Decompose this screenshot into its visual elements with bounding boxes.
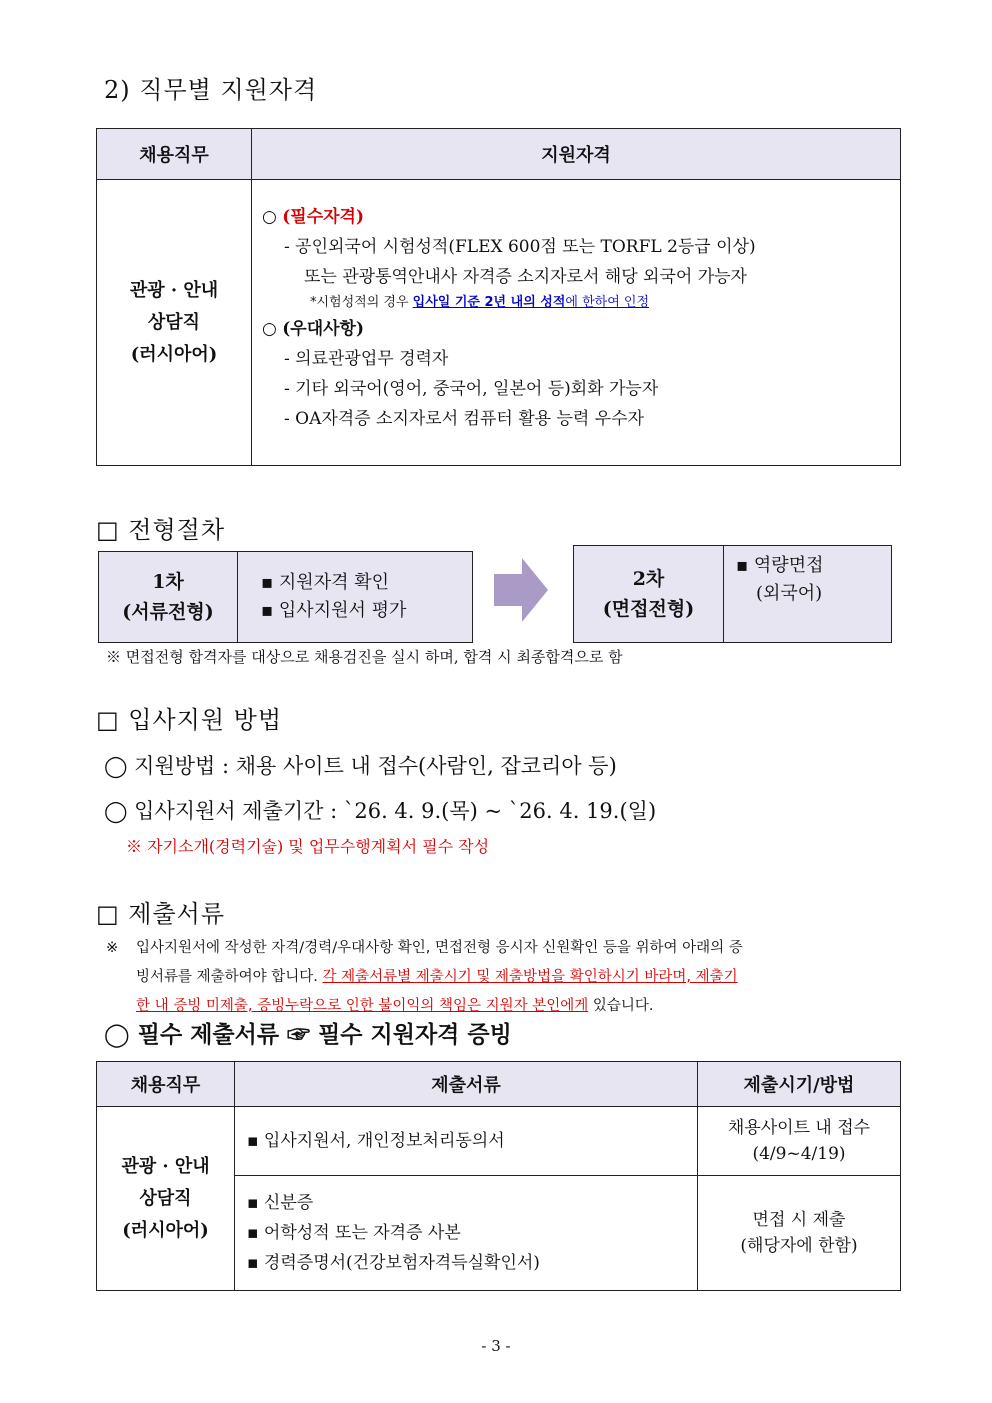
stage2-label — [574, 546, 724, 642]
document-item: ▪ 경력증명서(건강보험자격득실확인서) — [247, 1253, 540, 1273]
job-line: 관광 · 안내 — [129, 279, 219, 301]
timing-cell — [698, 1107, 901, 1176]
stage2-items — [736, 552, 823, 608]
job-cell — [97, 180, 252, 466]
note-text: 입사지원서에 작성한 자격/경력/우대사항 확인, 면접전형 응시자 신원확인 등을 위하여 아래의 증 — [136, 940, 743, 956]
table-header-job: 채용직무 — [97, 1062, 235, 1107]
stage2-item: (외국어) — [756, 583, 823, 604]
preferred-heading — [262, 314, 900, 344]
score-note — [262, 292, 900, 314]
job-line: 상담직 — [139, 1187, 192, 1209]
arrow-right-icon — [494, 558, 548, 622]
table-header-job: 채용직무 — [97, 129, 252, 180]
section-title-process: □ 전형절차 — [96, 516, 226, 544]
circle-marker: ○ — [262, 319, 277, 339]
required-label: (필수자격) — [282, 207, 365, 227]
job-line: (러시아어) — [130, 343, 218, 365]
process-note: ※ 면접전형 합격자를 대상으로 채용검진을 실시 하며, 합격 시 최종합격으로 함 — [106, 648, 623, 666]
page-number: - 3 - — [481, 1337, 511, 1355]
circle-marker: ○ — [262, 207, 277, 227]
qualification-cell — [252, 180, 901, 466]
required-line: - 공인외국어 시험성적(FLEX 600점 또는 TORFL 2등급 이상) — [284, 237, 756, 257]
job-line: 상담직 — [147, 311, 201, 333]
document-item: ▪ 입사지원서, 개인정보처리동의서 — [247, 1131, 505, 1151]
stage2-name: 2차 — [632, 568, 665, 590]
note-prefix: *시험성적의 경우 — [310, 295, 413, 310]
stage1-item: ▪ 입사지원서 평가 — [261, 600, 407, 621]
table-header-timing: 제출시기/방법 — [698, 1062, 901, 1107]
required-documents-subtitle: ◯ 필수 제출서류 ☞ 필수 지원자격 증빙 — [104, 1021, 512, 1048]
preferred-item: - OA자격증 소지자로서 컴퓨터 활용 능력 우수자 — [284, 409, 644, 429]
timing-line: (4/9~4/19) — [752, 1144, 846, 1164]
document-cell — [235, 1107, 698, 1176]
stage2-box — [573, 545, 892, 643]
note-line — [106, 934, 906, 963]
section-title-apply: □ 입사지원 방법 — [96, 706, 283, 734]
table-header-qualification: 지원자격 — [252, 129, 901, 180]
note-line — [106, 963, 906, 992]
stage1-items — [261, 552, 406, 642]
apply-note: ※ 자기소개(경력기술) 및 업무수행계획서 필수 작성 — [126, 837, 490, 856]
stage1-box — [98, 551, 473, 643]
note-suffix: 에 한하여 인정 — [565, 295, 650, 310]
preferred-label: (우대사항) — [282, 319, 365, 339]
timing-cell — [698, 1176, 901, 1291]
stage1-type: (서류전형) — [122, 601, 214, 623]
note-mark: ※ — [106, 940, 119, 956]
stage1-label — [99, 552, 238, 642]
document-cell — [235, 1176, 698, 1291]
preferred-item: - 기타 외국어(영어, 중국어, 일본어 등)회화 가능자 — [284, 379, 659, 399]
document-item: ▪ 어학성적 또는 자격증 사본 — [247, 1223, 461, 1243]
job-qualification-table — [96, 128, 901, 466]
job-cell — [97, 1107, 235, 1291]
timing-line: (해당자에 한함) — [740, 1236, 858, 1256]
stage2-type: (면접전형) — [602, 598, 695, 620]
preferred-item: - 의료관광업무 경력자 — [284, 349, 449, 369]
table-header-documents: 제출서류 — [235, 1062, 698, 1107]
note-emphasis: 입사일 기준 2년 내의 성적 — [412, 295, 566, 310]
required-heading — [262, 202, 900, 232]
stage1-item: ▪ 지원자격 확인 — [261, 572, 389, 593]
timing-line: 채용사이트 내 접수 — [727, 1118, 871, 1138]
note-warning: 한 내 증빙 미제출, 증빙누락으로 인한 불이익의 책임은 지원자 본인에게 — [136, 998, 589, 1014]
required-line: 또는 관광통역안내사 자격증 소지자로서 해당 외국어 가능자 — [304, 267, 747, 287]
stage2-item: ▪ 역량면접 — [736, 555, 824, 576]
job-line: (러시아어) — [122, 1219, 209, 1241]
note-text: 빙서류를 제출하여야 합니다. — [136, 969, 323, 985]
job-line: 관광 · 안내 — [121, 1155, 210, 1177]
apply-method: ◯ 지원방법 : 채용 사이트 내 접수(사람인, 잡코리아 등) — [104, 754, 617, 778]
documents-note — [106, 934, 906, 1021]
document-item: ▪ 신분증 — [247, 1193, 314, 1213]
documents-table — [96, 1061, 901, 1291]
section-title-documents: □ 제출서류 — [96, 900, 226, 928]
apply-period: ◯ 입사지원서 제출기간 : `26. 4. 9.(목) ~ `26. 4. 19.(일) — [104, 799, 657, 823]
timing-line: 면접 시 제출 — [752, 1210, 846, 1230]
stage1-name: 1차 — [152, 571, 184, 593]
note-text: 있습니다. — [588, 998, 654, 1014]
section-title-job-qualification: 2) 직무별 지원자격 — [104, 76, 318, 104]
note-warning: 각 제출서류별 제출시기 및 제출방법을 확인하시기 바라며, 제출기 — [322, 969, 738, 985]
